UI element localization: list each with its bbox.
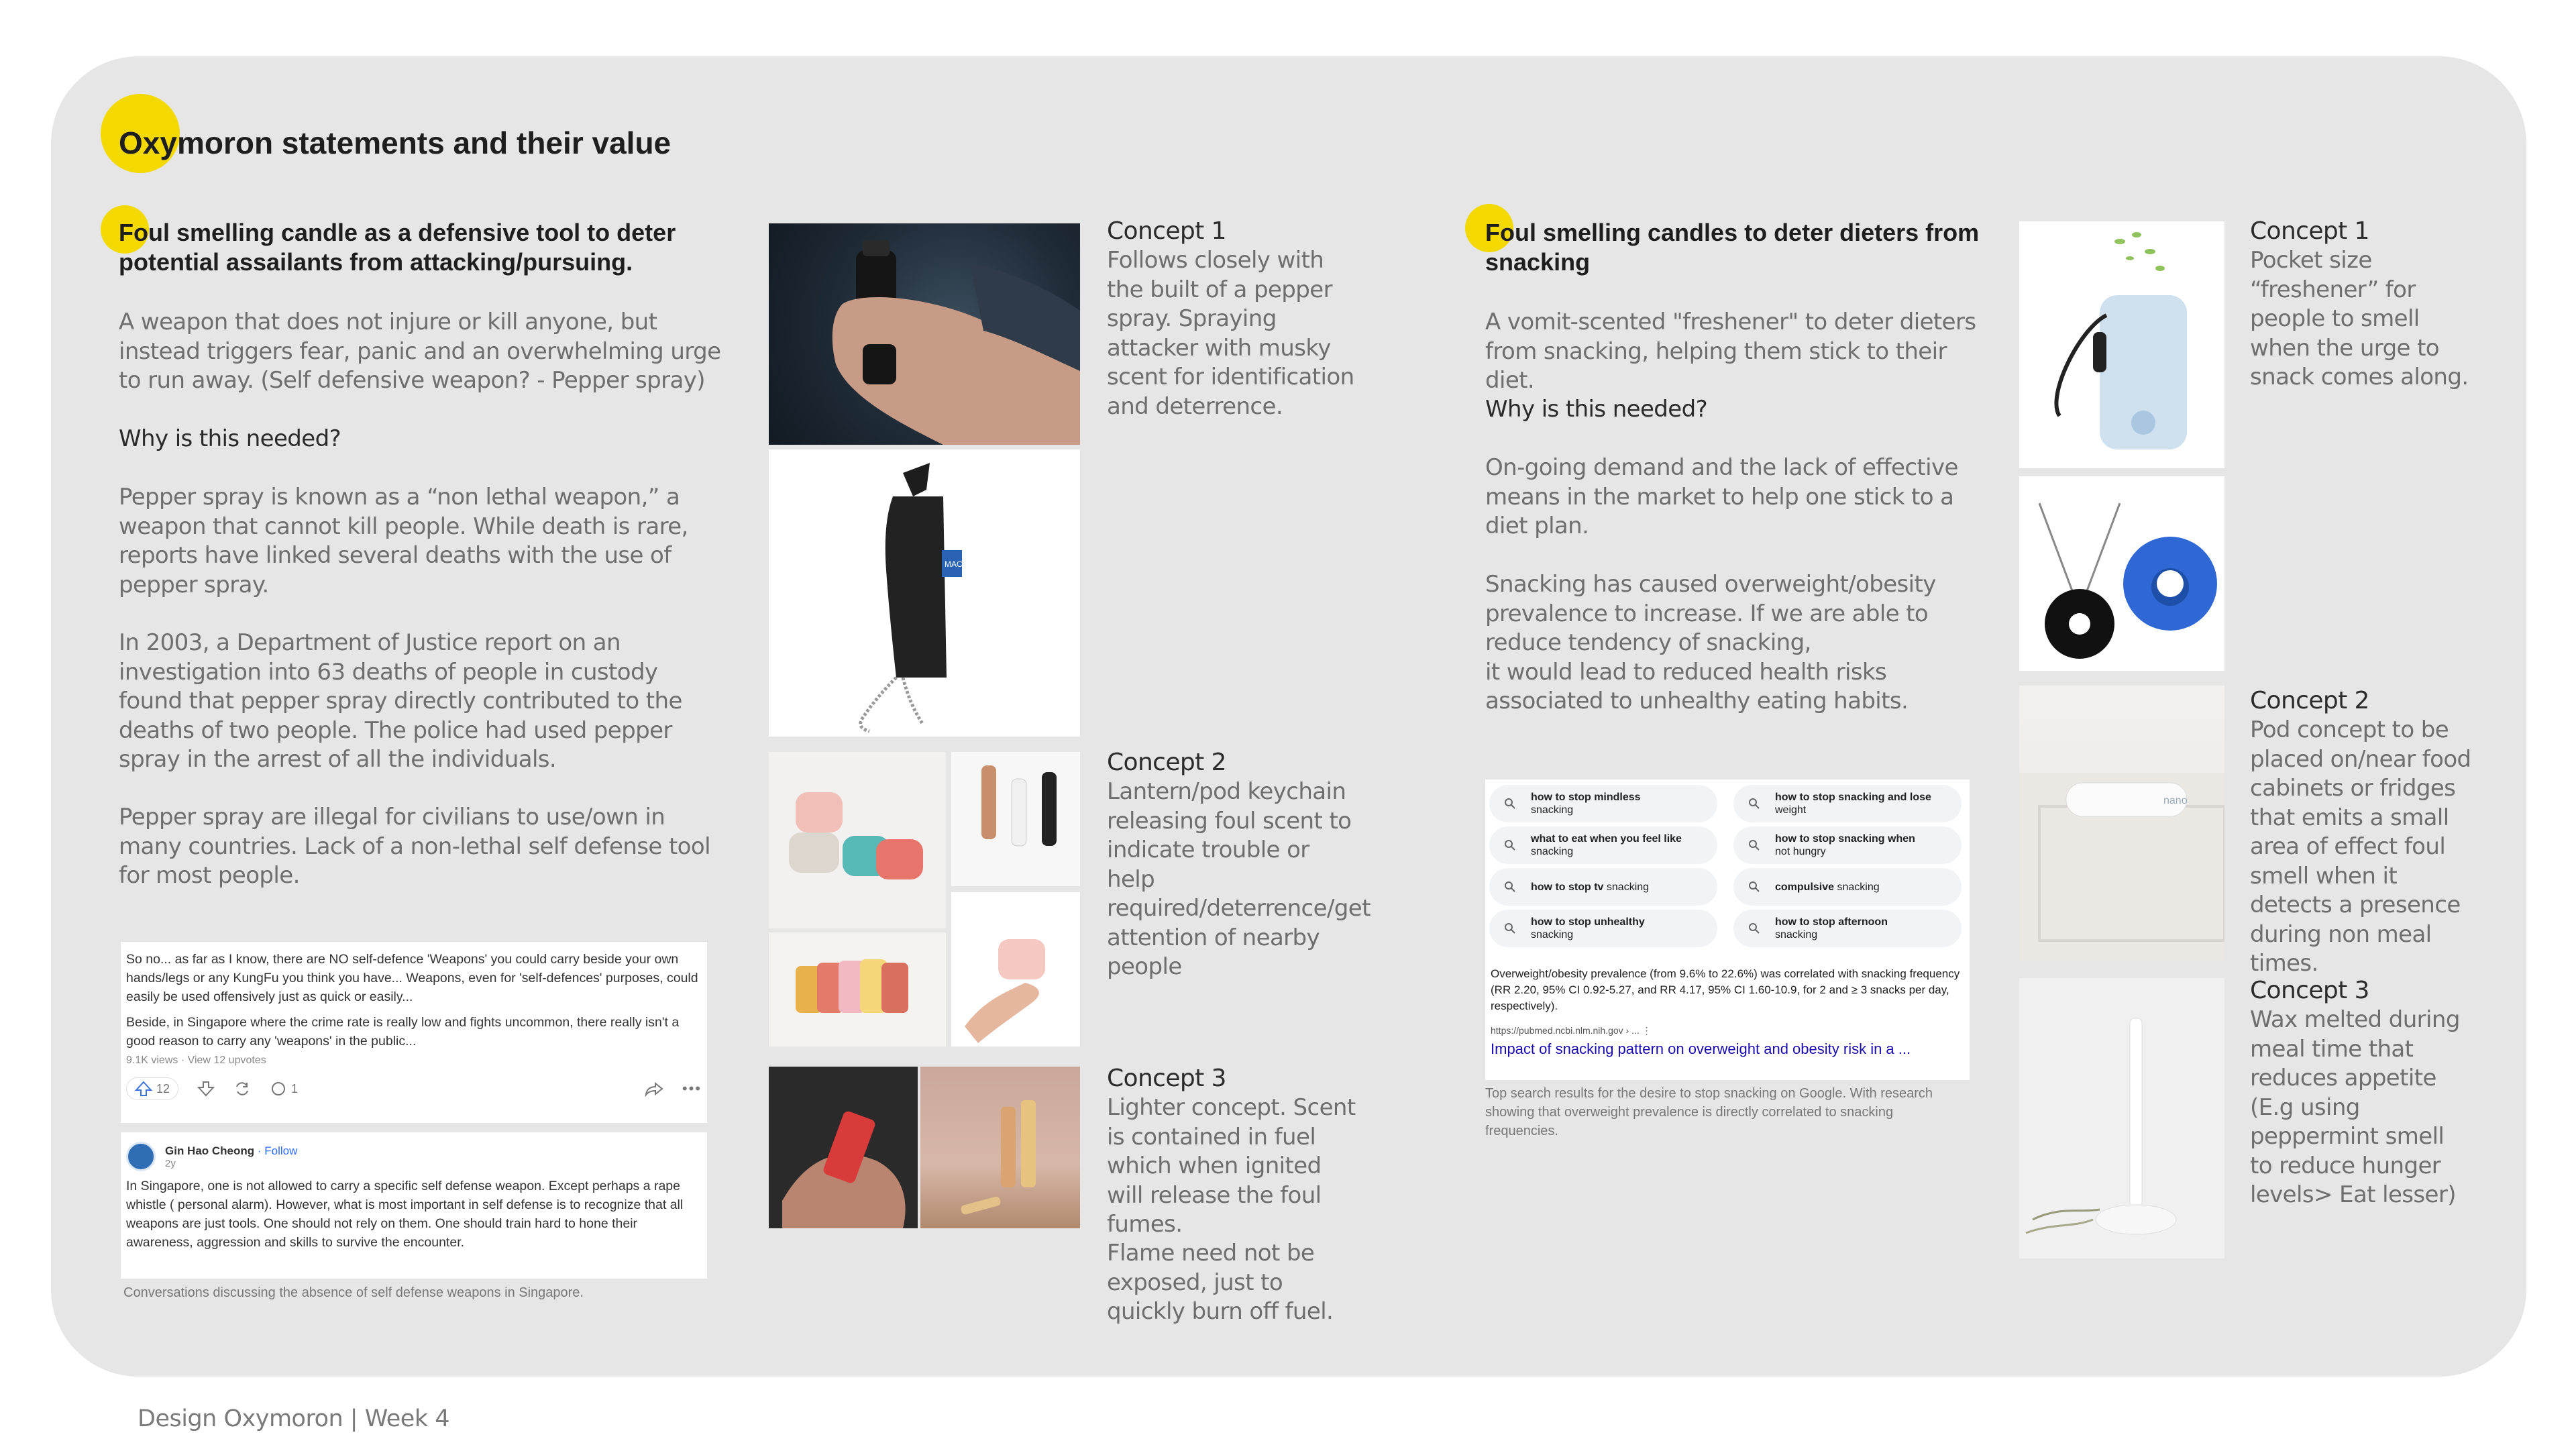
- comment-count: 1: [291, 1081, 299, 1095]
- forum-action-bar: [126, 1077, 702, 1100]
- right-concept-1-body: Pocket size “freshener” for people to smell when the urge to snack comes along.: [2250, 247, 2469, 390]
- left-para-1: Pepper spray is known as a “non lethal weapon,” a weapon that cannot kill people. While death is rare, reports have linked several deaths with the use of pepper spray.: [119, 484, 688, 598]
- pocket-freshener-photo: [2019, 221, 2224, 468]
- page-title: Oxymoron statements and their value: [119, 125, 672, 160]
- search-icon: [1504, 839, 1516, 851]
- right-concept-1-title: Concept 1: [2250, 217, 2369, 245]
- right-concept-2-title: Concept 2: [2250, 687, 2369, 714]
- search-icon: [1748, 922, 1760, 934]
- search-icon: [1504, 922, 1516, 934]
- search-suggestions-panel: [1485, 780, 1970, 962]
- hand-holding-pod-photo: [951, 892, 1080, 1046]
- avatar[interactable]: [126, 1142, 156, 1171]
- right-para-1: On-going demand and the lack of effective means in the market to help one stick to a diet plan.: [1485, 454, 1958, 539]
- comment-icon: [270, 1081, 287, 1097]
- search-caption: Top search results for the desire to stop snacking on Google. With research showing that overweight prevalence is directly correlated to snacking frequencies.: [1485, 1086, 1933, 1138]
- forum-caption: Conversations discussing the absence of self defense weapons in Singapore.: [123, 1285, 584, 1300]
- search-suggestion[interactable]: how to stop snacking and lose weight: [1733, 785, 1962, 822]
- post-time: 2y: [165, 1157, 176, 1169]
- footer: Design Oxymoron | Week 4: [138, 1405, 449, 1432]
- forum-post-1-text-a: So no... as far as I know, there are NO self-defence 'Weapons' you could carry beside your own hands/legs or any KungFu you think you have... Weapons, even for 'self-defences' purposes, could easily be used offensively just as quick or easily...: [126, 952, 698, 1004]
- upvote-button[interactable]: [126, 1077, 178, 1100]
- search-suggestion[interactable]: how to stop afternoon snacking: [1733, 910, 1962, 947]
- forum-post-1-meta: 9.1K views · View 12 upvotes: [126, 1055, 266, 1066]
- search-icon: [1748, 798, 1760, 810]
- left-para-3: Pepper spray are illegal for civilians to use/own in many countries. Lack of a non-lethal self defense tool for most people.: [119, 804, 710, 889]
- share-icon[interactable]: [645, 1081, 663, 1097]
- keychain-lights-photo: [951, 752, 1080, 886]
- necklace-pendants-photo: [2019, 476, 2224, 671]
- forum-post-2-text: In Singapore, one is not allowed to carry a specific self defense weapon. Except perhaps a rape whistle ( personal alarm). However, what is most important in self defense is to recognize that all weapons are just tools. One should not rely on them. One should train hard to hone their awareness, aggression and skills to survive the encounter.: [126, 1179, 684, 1250]
- lighter-hand-photo: [769, 1067, 918, 1228]
- pods-icon: [769, 752, 946, 928]
- forum-author-row: [126, 1142, 702, 1171]
- right-para-2: Snacking has caused overweight/obesity prevalence to increase. If we are able to reduce tendency of snacking, it would lead to reduced health risks associated to unhealthy eating habits.: [1485, 571, 1936, 714]
- left-concept-1-body: Follows closely with the built of a pepper spray. Spraying attacker with musky scent for identification and deterrence.: [1107, 247, 1354, 420]
- pod-containers-photo: [769, 752, 946, 928]
- colorful-lanterns-photo: [769, 932, 946, 1046]
- forum-post-1-text-b: Beside, in Singapore where the crime rate is really low and fights uncommon, there really isn't a good reason to carry any 'weapons' in the public...: [126, 1015, 680, 1049]
- right-concept-3-title: Concept 3: [2250, 977, 2369, 1004]
- lighter-icon: [769, 1067, 918, 1228]
- search-icon: [1748, 839, 1760, 851]
- cabinet-pod-icon: [2019, 686, 2224, 961]
- search-suggestion[interactable]: what to eat when you feel like snacking: [1489, 826, 1717, 864]
- left-concept-3-title: Concept 3: [1107, 1065, 1226, 1092]
- downvote-icon[interactable]: [197, 1081, 215, 1097]
- pendant-icon: [2019, 476, 2224, 671]
- hand-pod-icon: [951, 892, 1080, 1046]
- left-heading: Foul smelling candle as a defensive tool to deter potential assailants from attacking/pursuing.: [119, 219, 676, 276]
- more-options-icon[interactable]: •••: [682, 1080, 702, 1097]
- left-intro: A weapon that does not injure or kill anyone, but instead triggers fear, panic and an overwhelming urge to run away. (Self defensive weapon? - Pepper spray): [119, 309, 721, 394]
- research-result: [1485, 959, 1970, 1080]
- search-suggestion[interactable]: how to stop snacking when not hungry: [1733, 826, 1962, 864]
- pepper-spray-product-photo: [769, 449, 1080, 737]
- search-icon: [1748, 881, 1760, 893]
- hand-with-spray-icon: [769, 223, 1080, 445]
- pod-label: nano: [2163, 795, 2188, 806]
- keychain-icon: [951, 752, 1080, 886]
- forum-post-2: [121, 1132, 707, 1279]
- wax-candle-photo: [2019, 978, 2224, 1258]
- left-concept-2-title: Concept 2: [1107, 749, 1226, 776]
- candle-icon: [2019, 978, 2224, 1258]
- left-concept-1-title: Concept 1: [1107, 217, 1226, 245]
- right-why-heading: Why is this needed?: [1485, 396, 1708, 423]
- lanterns-icon: [769, 932, 946, 1046]
- right-concept-2-body: Pod concept to be placed on/near food cabinets or fridges that emits a small area of effect foul smell when it detects a presence during non meal times.: [2250, 716, 2471, 977]
- left-why-heading: Why is this needed?: [119, 425, 341, 452]
- left-concept-3-body-2: Flame need not be exposed, just to quickly burn off fuel.: [1107, 1240, 1334, 1325]
- author-name[interactable]: Gin Hao Cheong: [165, 1144, 255, 1157]
- search-icon: [1504, 881, 1516, 893]
- right-concept-3-body: Wax melted during meal time that reduces appetite (E.g using peppermint smell to reduce hunger levels> Eat lesser): [2250, 1006, 2460, 1208]
- upvote-count: 12: [156, 1081, 170, 1095]
- share-loop-icon[interactable]: [233, 1081, 251, 1097]
- research-url[interactable]: https://pubmed.ncbi.nlm.nih.gov › ... ⋮: [1491, 1025, 1652, 1036]
- search-suggestion[interactable]: how to stop mindless snacking: [1489, 785, 1717, 822]
- spray-label: MACE: [945, 559, 968, 569]
- freshener-device-icon: [2019, 221, 2224, 468]
- research-link[interactable]: Impact of snacking pattern on overweight and obesity risk in a ...: [1491, 1040, 1911, 1057]
- research-snippet: Overweight/obesity prevalence (from 9.6% to 22.6%) was correlated with snacking frequency (RR 2.20, 95% CI 0.92-5.27, and RR 4.17, 95% CI 1.60-10.9, for 2 and ≥ 3 snacks per day, respectively).: [1491, 967, 1960, 1012]
- lighter-products-photo: [920, 1067, 1080, 1228]
- search-suggestion[interactable]: how to stop tv snacking: [1489, 868, 1717, 906]
- upvote-icon: [135, 1081, 152, 1097]
- cabinet-pod-photo: [2019, 686, 2224, 961]
- pepper-spray-canister-icon: [769, 449, 1080, 737]
- pepper-spray-hand-photo: [769, 223, 1080, 445]
- search-suggestion[interactable]: how to stop unhealthy snacking: [1489, 910, 1717, 947]
- left-para-2: In 2003, a Department of Justice report on an investigation into 63 deaths of people in custody found that pepper spray directly contributed to the deaths of two people. The police had used pepper spray in the arrest of all the individuals.: [119, 629, 682, 773]
- forum-post-1: [121, 942, 707, 1123]
- left-concept-3-body: Lighter concept. Scent is contained in fuel which when ignited will release the foul fumes.: [1107, 1094, 1356, 1238]
- search-suggestion[interactable]: compulsive snacking: [1733, 868, 1962, 906]
- right-heading: Foul smelling candles to deter dieters from snacking: [1485, 219, 1980, 276]
- left-concept-2-body: Lantern/pod keychain releasing foul scent to indicate trouble or help required/deterrence/get attention of nearby people: [1107, 778, 1371, 980]
- comment-button[interactable]: [270, 1081, 298, 1097]
- right-intro: A vomit-scented "freshener" to deter dieters from snacking, helping them stick to their diet.: [1485, 309, 1976, 394]
- search-icon: [1504, 798, 1516, 810]
- follow-link[interactable]: · Follow: [257, 1144, 298, 1157]
- lighter-products-icon: [920, 1067, 1080, 1228]
